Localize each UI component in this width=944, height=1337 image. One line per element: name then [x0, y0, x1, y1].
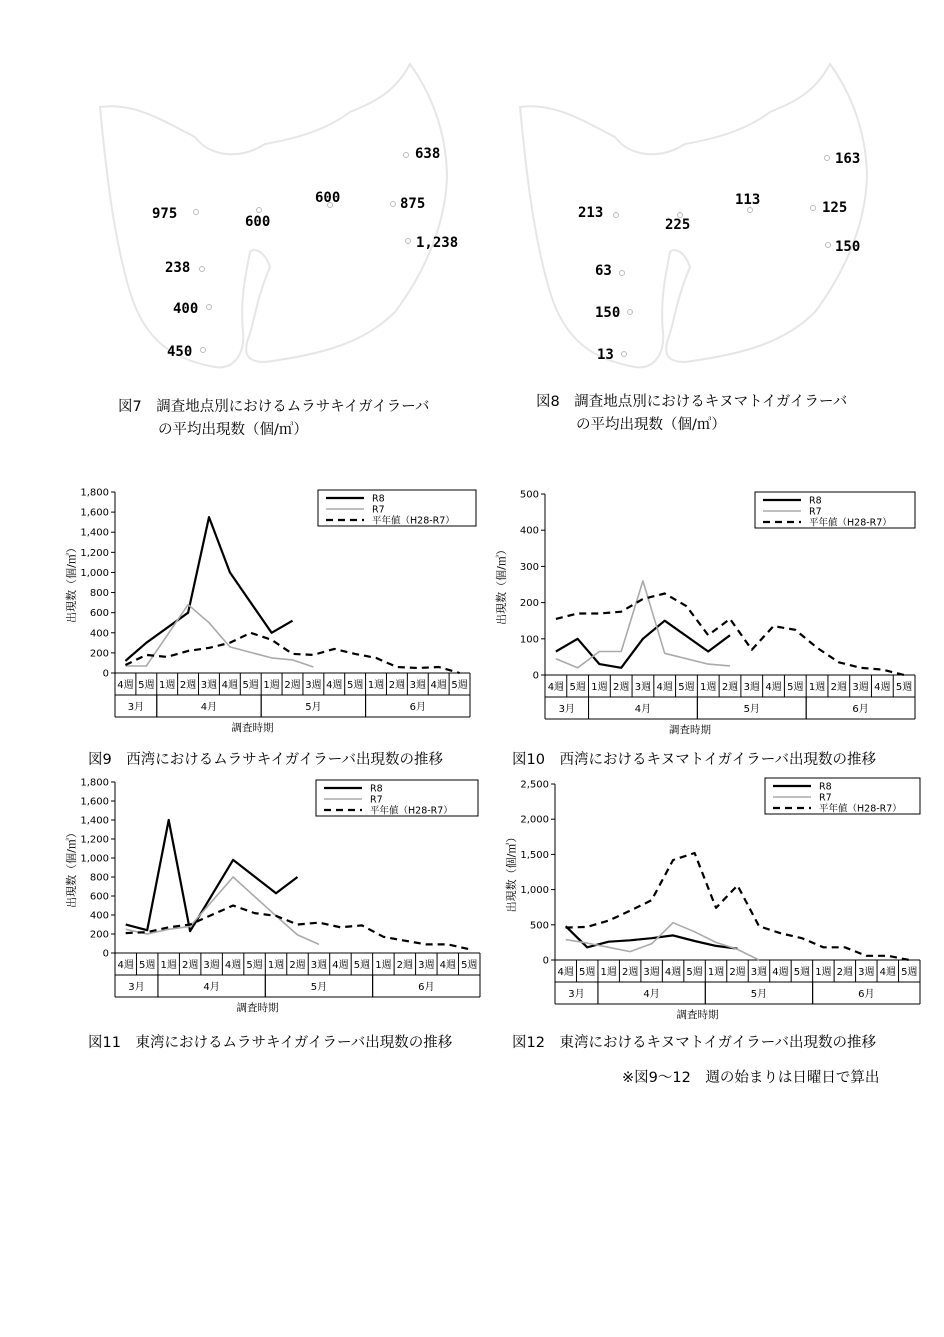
x-tick-label: 5週 — [787, 682, 804, 693]
y-tick-label: 0 — [102, 948, 109, 960]
chart-fig12 — [505, 772, 925, 1027]
x-tick-label: 4週 — [765, 682, 782, 693]
y-tick-label: 300 — [519, 561, 539, 573]
x-tick-label: 5週 — [242, 680, 259, 691]
map-label: 150 — [835, 239, 861, 255]
x-tick-label: 3週 — [200, 680, 218, 691]
x-tick-label: 3週 — [310, 960, 328, 971]
month-label: 4月 — [634, 704, 652, 715]
map-east — [515, 52, 875, 382]
x-tick-label: 1週 — [600, 967, 617, 978]
x-tick-label: 4週 — [772, 967, 789, 978]
x-tick-label: 3週 — [203, 960, 220, 971]
x-tick-label: 1週 — [263, 680, 280, 691]
fig11-caption: 図11 東湾におけるムラサキイガイラーバ出現数の推移 — [88, 1035, 453, 1051]
map-label: 125 — [822, 200, 848, 216]
x-tick-label: 5週 — [686, 967, 703, 978]
x-tick-label: 1週 — [367, 680, 385, 691]
x-tick-label: 3週 — [305, 680, 322, 691]
map-label: 63 — [595, 263, 612, 279]
x-tick-label: 2週 — [729, 967, 746, 978]
month-label: 3月 — [558, 704, 575, 715]
series-line-3 — [125, 633, 459, 673]
x-tick-label: 2週 — [836, 967, 854, 978]
y-axis-label: 出現数（個/㎥） — [495, 544, 508, 625]
x-tick-label: 5週 — [138, 680, 155, 691]
y-tick-label: 1,600 — [80, 507, 109, 519]
y-axis-label: 出現数（個/㎥） — [65, 827, 78, 908]
footnote: ※図9〜12 週の始まりは日曜日で算出 — [622, 1070, 880, 1086]
x-tick-label: 5週 — [451, 680, 468, 691]
x-axis-label: 調査時期 — [231, 722, 274, 734]
y-tick-label: 1,800 — [80, 777, 109, 789]
x-tick-label: 5週 — [569, 682, 586, 693]
y-tick-label: 2,500 — [520, 779, 549, 791]
x-tick-label: 5週 — [139, 960, 156, 971]
x-tick-label: 2週 — [830, 682, 848, 693]
legend-label: R8 — [372, 493, 385, 505]
chart-fig9 — [60, 482, 490, 747]
x-tick-label: 1週 — [159, 680, 176, 691]
x-tick-label: 5週 — [461, 960, 478, 971]
x-tick-label: 2週 — [284, 680, 301, 691]
month-label: 6月 — [858, 989, 875, 1000]
x-tick-label: 4週 — [547, 682, 565, 693]
y-tick-label: 200 — [519, 598, 539, 610]
map7-caption-line2: の平均出現数（個/㎥） — [158, 422, 308, 438]
map-label: 238 — [165, 260, 191, 276]
month-label: 3月 — [128, 982, 145, 993]
legend-label: 平年値（H28-R7） — [819, 803, 902, 815]
map-label: 113 — [735, 192, 761, 208]
x-tick-label: 1週 — [375, 960, 392, 971]
x-tick-label: 4週 — [332, 960, 349, 971]
x-tick-label: 4週 — [439, 960, 456, 971]
fig10-caption: 図10 西湾におけるキヌマトイガイラーバ出現数の推移 — [512, 752, 876, 768]
x-tick-label: 1週 — [160, 960, 177, 971]
x-tick-label: 4週 — [224, 960, 242, 971]
y-tick-label: 1,200 — [80, 547, 109, 559]
map-label: 150 — [595, 305, 621, 321]
x-tick-label: 3週 — [634, 682, 652, 693]
month-label: 4月 — [643, 989, 660, 1000]
legend-label: 平年値（H28-R7） — [372, 515, 455, 527]
legend-label: R7 — [370, 794, 383, 806]
legend-label: R8 — [370, 783, 383, 795]
x-tick-label: 1週 — [700, 682, 717, 693]
y-tick-label: 800 — [89, 588, 109, 600]
x-axis-label: 調査時期 — [236, 1002, 279, 1014]
map-label: 450 — [167, 344, 193, 360]
y-tick-label: 1,000 — [520, 885, 549, 897]
map-label: 163 — [835, 151, 861, 167]
map-label: 1,238 — [416, 235, 459, 251]
y-tick-label: 0 — [532, 670, 539, 682]
y-tick-label: 800 — [89, 872, 109, 884]
x-tick-label: 3週 — [643, 967, 660, 978]
fig12-caption: 図12 東湾におけるキヌマトイガイラーバ出現数の推移 — [512, 1035, 876, 1051]
y-tick-label: 400 — [89, 628, 109, 640]
y-tick-label: 200 — [89, 648, 109, 660]
y-tick-label: 1,800 — [80, 487, 109, 499]
y-tick-label: 600 — [89, 891, 109, 903]
x-tick-label: 5週 — [793, 967, 811, 978]
y-tick-label: 1,000 — [80, 853, 109, 865]
x-tick-label: 4週 — [117, 680, 134, 691]
month-label: 3月 — [568, 989, 585, 1000]
y-tick-label: 1,400 — [80, 815, 109, 827]
legend-label: R7 — [372, 504, 385, 516]
series-line-3 — [566, 853, 910, 960]
series-line-3 — [556, 594, 904, 676]
x-tick-label: 2週 — [621, 967, 639, 978]
x-tick-label: 4週 — [664, 967, 682, 978]
month-label: 5月 — [743, 704, 760, 715]
x-tick-label: 1週 — [707, 967, 725, 978]
x-tick-label: 3週 — [750, 967, 768, 978]
x-tick-label: 4週 — [117, 960, 134, 971]
month-label: 6月 — [409, 702, 426, 713]
y-tick-label: 1,600 — [80, 796, 109, 808]
fig9-caption: 図9 西湾におけるムラサキイガイラーバ出現数の推移 — [88, 752, 444, 768]
y-tick-label: 1,500 — [520, 849, 549, 861]
month-label: 5月 — [310, 982, 328, 993]
x-tick-label: 2週 — [612, 682, 630, 693]
y-tick-label: 200 — [89, 929, 109, 941]
x-tick-label: 4週 — [557, 967, 574, 978]
series-line-2 — [566, 923, 759, 960]
map7-caption-line1: 図7 調査地点別におけるムラサキイガイラーバ — [118, 399, 430, 415]
x-tick-label: 3週 — [852, 682, 869, 693]
x-tick-label: 5週 — [678, 682, 695, 693]
legend-label: R7 — [809, 506, 822, 518]
x-tick-label: 2週 — [388, 680, 406, 691]
legend-label: R8 — [809, 495, 822, 507]
map-label: 875 — [400, 196, 426, 212]
legend-label: 平年値（H28-R7） — [370, 805, 453, 817]
x-tick-label: 4週 — [879, 967, 896, 978]
map-west — [95, 52, 455, 382]
month-label: 6月 — [418, 982, 435, 993]
x-tick-label: 1週 — [591, 682, 608, 693]
y-tick-label: 0 — [102, 668, 109, 680]
x-axis-label: 調査時期 — [676, 1009, 719, 1021]
map-label: 975 — [152, 206, 178, 222]
x-tick-label: 5週 — [246, 960, 263, 971]
y-tick-label: 500 — [519, 489, 539, 501]
map-label: 13 — [597, 347, 614, 363]
y-tick-label: 100 — [519, 634, 539, 646]
y-tick-label: 600 — [89, 608, 109, 620]
y-tick-label: 1,400 — [80, 527, 109, 539]
x-tick-label: 3週 — [418, 960, 435, 971]
x-tick-label: 3週 — [743, 682, 760, 693]
x-tick-label: 1週 — [815, 967, 832, 978]
x-tick-label: 5週 — [346, 680, 364, 691]
month-label: 3月 — [127, 702, 145, 713]
x-tick-label: 5週 — [353, 960, 371, 971]
x-tick-label: 4週 — [221, 680, 239, 691]
x-tick-label: 1週 — [808, 682, 826, 693]
x-tick-label: 2週 — [721, 682, 739, 693]
map-label: 213 — [578, 205, 604, 221]
x-axis-label: 調査時期 — [669, 724, 711, 736]
y-axis-label: 出現数（個/㎥） — [505, 831, 518, 913]
x-tick-label: 3週 — [858, 967, 875, 978]
x-tick-label: 2週 — [181, 960, 199, 971]
y-tick-label: 2,000 — [520, 814, 549, 826]
series-line-2 — [125, 605, 313, 667]
legend-label: 平年値（H28-R7） — [809, 517, 892, 529]
y-tick-label: 400 — [89, 910, 109, 922]
x-tick-label: 5週 — [579, 967, 596, 978]
y-tick-label: 1,200 — [80, 834, 109, 846]
y-axis-label: 出現数（個/㎥） — [65, 542, 78, 623]
map8-caption-line1: 図8 調査地点別におけるキヌマトイガイラーバ — [536, 394, 848, 410]
month-label: 6月 — [852, 704, 869, 715]
map-label: 600 — [245, 214, 271, 230]
y-tick-label: 1,000 — [80, 567, 109, 579]
x-tick-label: 4週 — [430, 680, 447, 691]
legend-label: R8 — [819, 781, 832, 793]
map-label: 225 — [665, 217, 691, 233]
y-tick-label: 0 — [542, 955, 549, 967]
series-line-2 — [556, 581, 730, 668]
legend-label: R7 — [819, 792, 832, 804]
month-label: 4月 — [203, 982, 220, 993]
x-tick-label: 2週 — [179, 680, 197, 691]
x-tick-label: 5週 — [901, 967, 918, 978]
y-tick-label: 500 — [529, 920, 549, 932]
map8-caption-line2: の平均出現数（個/㎥） — [576, 417, 726, 433]
x-tick-label: 4週 — [326, 680, 343, 691]
x-tick-label: 4週 — [656, 682, 673, 693]
x-tick-label: 1週 — [267, 960, 285, 971]
x-tick-label: 5週 — [895, 682, 913, 693]
map-label: 638 — [415, 146, 441, 162]
month-label: 5月 — [750, 989, 768, 1000]
x-tick-label: 3週 — [409, 680, 426, 691]
month-label: 4月 — [200, 702, 218, 713]
series-line-1 — [566, 926, 738, 949]
month-label: 5月 — [305, 702, 322, 713]
chart-fig11 — [60, 772, 490, 1027]
map-label: 400 — [173, 301, 199, 317]
chart-fig10 — [495, 482, 925, 747]
x-tick-label: 2週 — [289, 960, 306, 971]
x-tick-label: 2週 — [396, 960, 414, 971]
y-tick-label: 400 — [519, 525, 539, 537]
map-label: 600 — [315, 190, 341, 206]
series-line-1 — [556, 621, 730, 668]
x-tick-label: 4週 — [874, 682, 891, 693]
